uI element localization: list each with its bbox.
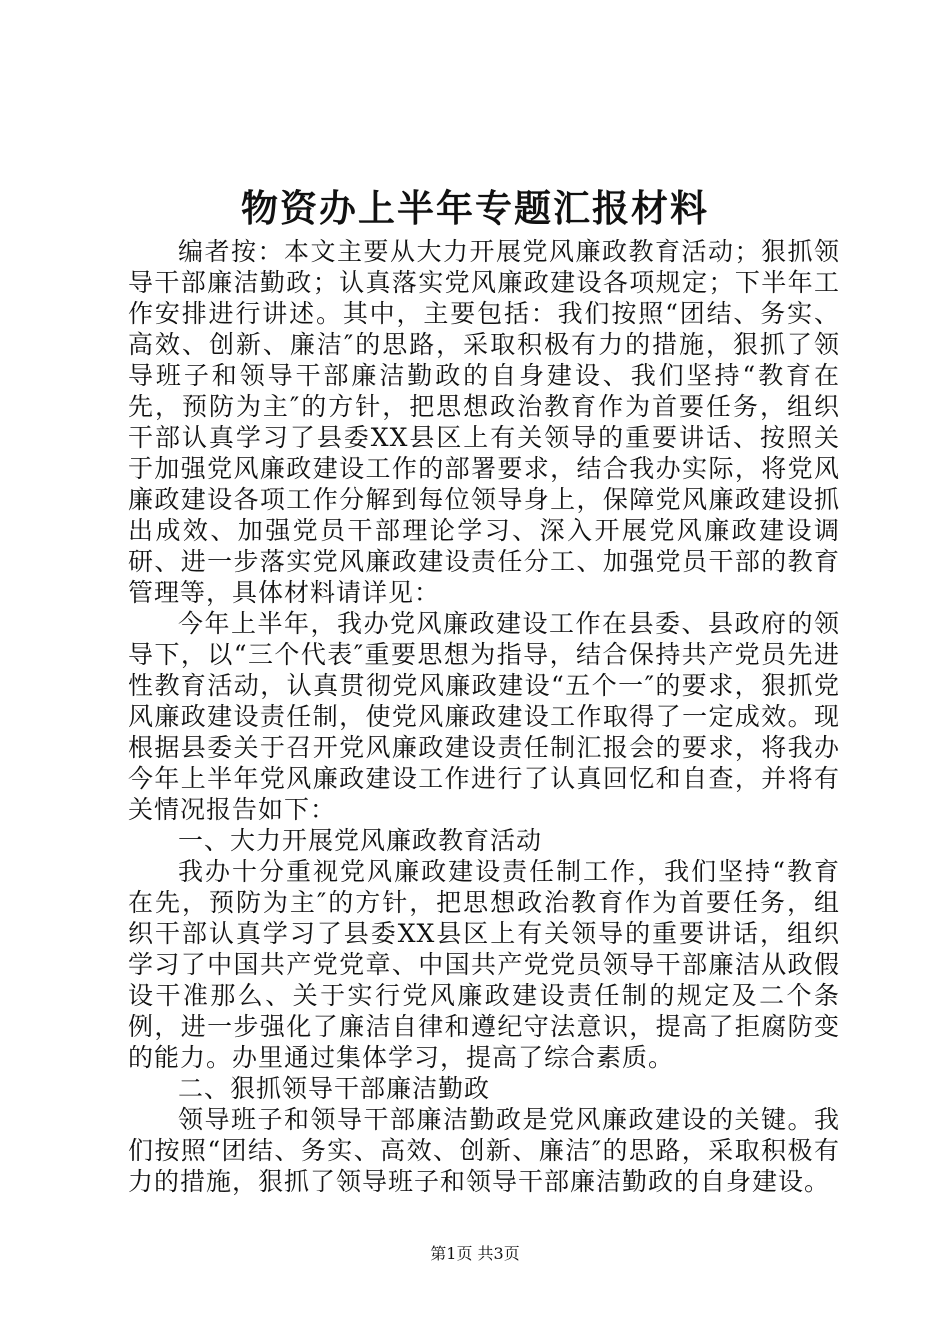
paragraph-section-2: 领导班子和领导干部廉洁勤政是党风廉政建设的关键。我们按照“团结、务实、高效、创新、廉洁″的思路，采取积极有力的措施，狠抓了领导班子和领导干部廉洁勤政的自身建设。 xyxy=(128,1105,840,1196)
page-title: 物资办上半年专题汇报材料 xyxy=(241,186,709,230)
document-body xyxy=(128,236,840,1197)
section-heading-1: 一、大力开展党风廉政教育活动 xyxy=(178,826,543,855)
section-heading-2: 二、狠抓领导干部廉洁勤政 xyxy=(178,1074,491,1103)
page-number-footer: 第1页 共3页 xyxy=(430,1244,520,1263)
paragraph-editor-note: 编者按：本文主要从大力开展党风廉政教育活动；狠抓领导干部廉洁勤政；认真落实党风廉政建设各项规定；下半年工作安排进行讲述。其中，主要包括：我们按照“团结、务实、高效、创新、廉洁″的思路，采取积极有力的措施，狠抓了领导班子和领导干部廉洁勤政的自身建设、我们坚持“教育在先，预防为主″的方针，把思想政治教育作为首要任务，组织干部认真学习了县委XX县区上有关领导的重要讲话、按照关于加强党风廉政建设工作的部署要求，结合我办实际，将党风廉政建设各项工作分解到每位领导身上，保障党风廉政建设抓出成效、加强党员干部理论学习、深入开展党风廉政建设调研、进一步落实党风廉政建设责任分工、加强党员干部的教育管理等，具体材料请详见： xyxy=(128,237,840,607)
paragraph-intro: 今年上半年，我办党风廉政建设工作在县委、县政府的领导下，以“三个代表″重要思想为指导，结合保持共产党员先进性教育活动，认真贯彻党风廉政建设“五个一″的要求，狠抓党风廉政建设责任制，使党风廉政建设工作取得了一定成效。现根据县委关于召开党风廉政建设责任制汇报会的要求，将我办今年上半年党风廉政建设工作进行了认真回忆和自查，并将有关情况报告如下： xyxy=(128,609,840,824)
paragraph-section-1: 我办十分重视党风廉政建设责任制工作，我们坚持“教育在先，预防为主″的方针，把思想政治教育作为首要任务，组织干部认真学习了县委XX县区上有关领导的重要讲话，组织学习了中国共产党党章、中国共产党党员领导干部廉洁从政假设干准那么、关于实行党风廉政建设责任制的规定及二个条例，进一步强化了廉洁自律和遵纪守法意识，提高了拒腐防变的能力。办里通过集体学习，提高了综合素质。 xyxy=(128,857,840,1072)
